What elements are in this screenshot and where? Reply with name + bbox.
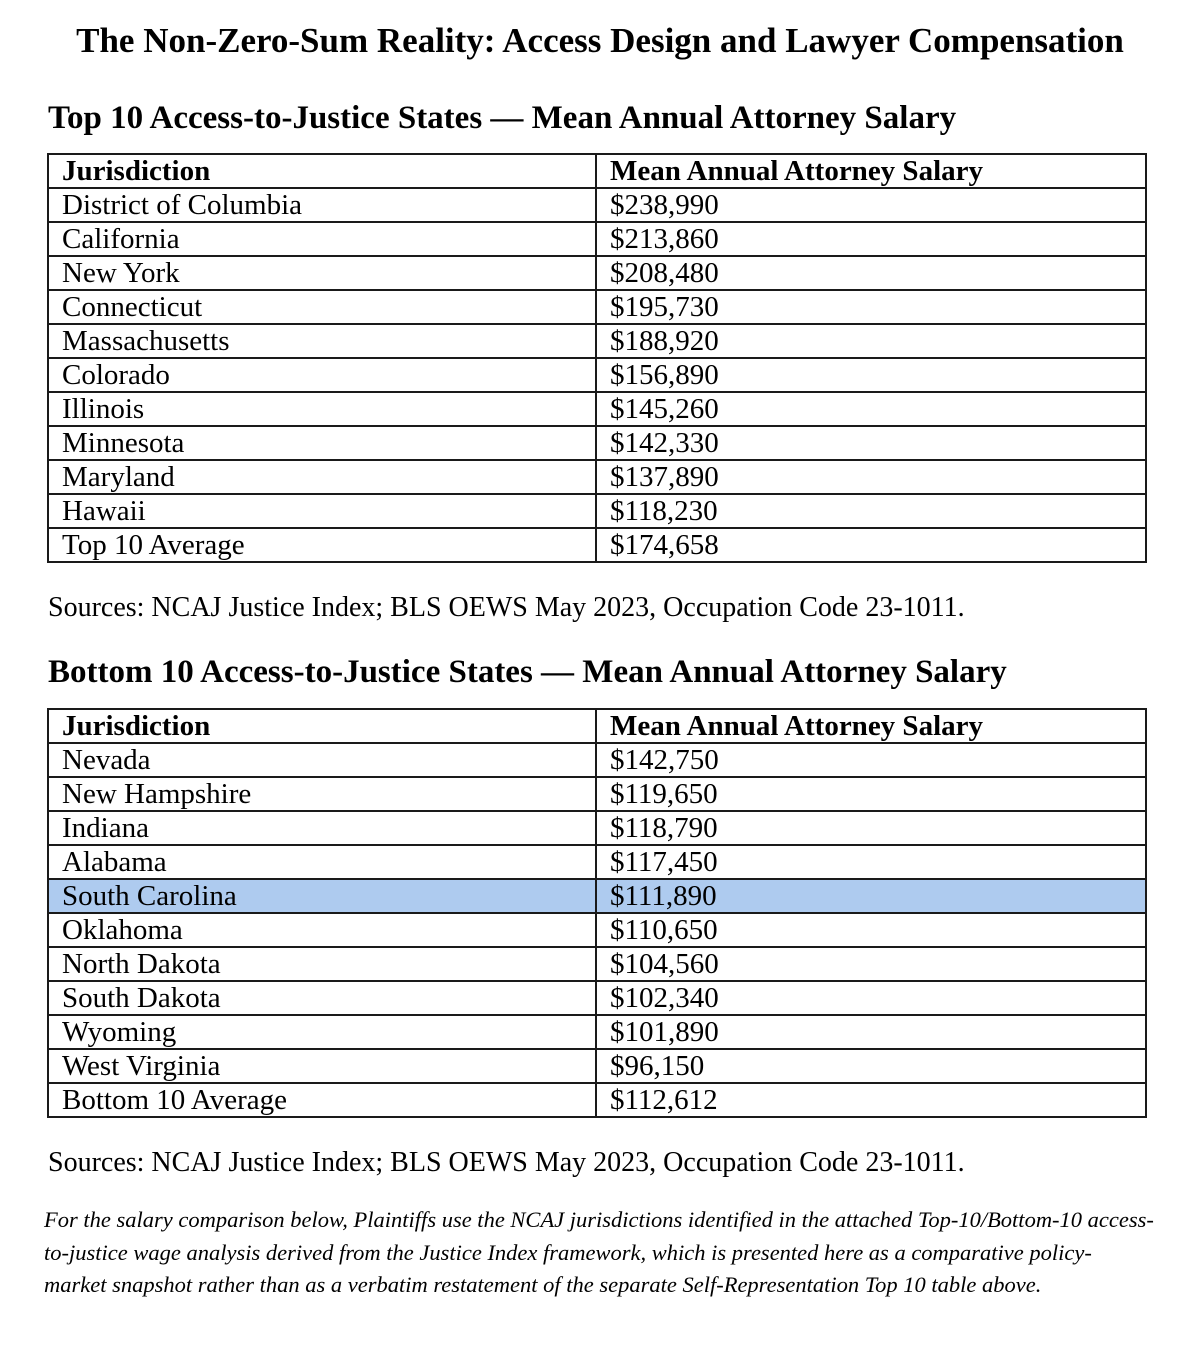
table-row xyxy=(48,811,1146,845)
jurisdiction-cell: Maryland xyxy=(48,460,596,494)
salary-cell: $102,340 xyxy=(596,981,1146,1015)
table-header-row xyxy=(48,709,1146,743)
salary-cell: $111,890 xyxy=(596,879,1146,913)
jurisdiction-cell: Wyoming xyxy=(48,1015,596,1049)
top-table-source: Sources: NCAJ Justice Index; BLS OEWS May 2023, Occupation Code 23-1011. xyxy=(48,592,965,623)
salary-cell: $142,330 xyxy=(596,426,1146,460)
bottom-salary-table xyxy=(47,708,1147,1118)
top-salary-table xyxy=(47,153,1147,563)
salary-cell: $112,612 xyxy=(596,1083,1146,1117)
table-row xyxy=(48,981,1146,1015)
salary-cell: $96,150 xyxy=(596,1049,1146,1083)
jurisdiction-cell: New York xyxy=(48,256,596,290)
top-table-heading: Top 10 Access-to-Justice States — Mean Annual Attorney Salary xyxy=(48,100,957,136)
jurisdiction-cell: Connecticut xyxy=(48,290,596,324)
table-row xyxy=(48,1049,1146,1083)
table-row xyxy=(48,188,1146,222)
jurisdiction-cell: South Carolina xyxy=(48,879,596,913)
column-header-salary: Mean Annual Attorney Salary xyxy=(596,709,1146,743)
column-header-salary: Mean Annual Attorney Salary xyxy=(596,154,1146,188)
table-row xyxy=(48,324,1146,358)
jurisdiction-cell: West Virginia xyxy=(48,1049,596,1083)
salary-cell: $137,890 xyxy=(596,460,1146,494)
jurisdiction-cell: California xyxy=(48,222,596,256)
salary-cell: $110,650 xyxy=(596,913,1146,947)
table-row xyxy=(48,222,1146,256)
jurisdiction-cell: Bottom 10 Average xyxy=(48,1083,596,1117)
average-row xyxy=(48,528,1146,562)
jurisdiction-cell: New Hampshire xyxy=(48,777,596,811)
salary-cell: $104,560 xyxy=(596,947,1146,981)
salary-cell: $118,230 xyxy=(596,494,1146,528)
table-row xyxy=(48,1015,1146,1049)
table-row xyxy=(48,426,1146,460)
average-row xyxy=(48,1083,1146,1117)
bottom-table-source: Sources: NCAJ Justice Index; BLS OEWS May 2023, Occupation Code 23-1011. xyxy=(48,1147,965,1178)
table-row xyxy=(48,460,1146,494)
table-row xyxy=(48,913,1146,947)
jurisdiction-cell: District of Columbia xyxy=(48,188,596,222)
jurisdiction-cell: Oklahoma xyxy=(48,913,596,947)
column-header-jurisdiction: Jurisdiction xyxy=(48,154,596,188)
salary-cell: $119,650 xyxy=(596,777,1146,811)
salary-cell: $188,920 xyxy=(596,324,1146,358)
jurisdiction-cell: Alabama xyxy=(48,845,596,879)
table-row xyxy=(48,494,1146,528)
table-row xyxy=(48,743,1146,777)
salary-cell: $195,730 xyxy=(596,290,1146,324)
bottom-table-heading: Bottom 10 Access-to-Justice States — Mean Annual Attorney Salary xyxy=(48,654,1007,690)
table-row xyxy=(48,845,1146,879)
salary-cell: $238,990 xyxy=(596,188,1146,222)
table-row xyxy=(48,290,1146,324)
jurisdiction-cell: Massachusetts xyxy=(48,324,596,358)
table-row xyxy=(48,947,1146,981)
salary-cell: $142,750 xyxy=(596,743,1146,777)
table-row xyxy=(48,392,1146,426)
salary-cell: $174,658 xyxy=(596,528,1146,562)
salary-cell: $208,480 xyxy=(596,256,1146,290)
footnote: For the salary comparison below, Plaintiffs use the NCAJ jurisdictions identified in the attached Top-10/Bottom-10 access-to-justice wage analysis derived from the Justice Index framework, which is presented here as a comparative policy-market snapshot rather than as a verbatim restatement of the separate Self-Representation Top 10 table above. xyxy=(44,1207,1154,1297)
salary-cell: $156,890 xyxy=(596,358,1146,392)
salary-cell: $213,860 xyxy=(596,222,1146,256)
table-header-row xyxy=(48,154,1146,188)
salary-cell: $118,790 xyxy=(596,811,1146,845)
jurisdiction-cell: North Dakota xyxy=(48,947,596,981)
jurisdiction-cell: Nevada xyxy=(48,743,596,777)
page-title: The Non-Zero-Sum Reality: Access Design and Lawyer Compensation xyxy=(76,21,1124,60)
salary-cell: $117,450 xyxy=(596,845,1146,879)
table-row xyxy=(48,256,1146,290)
salary-cell: $145,260 xyxy=(596,392,1146,426)
jurisdiction-cell: Top 10 Average xyxy=(48,528,596,562)
highlighted-table-row xyxy=(48,879,1146,913)
jurisdiction-cell: Colorado xyxy=(48,358,596,392)
jurisdiction-cell: Indiana xyxy=(48,811,596,845)
jurisdiction-cell: Illinois xyxy=(48,392,596,426)
jurisdiction-cell: Hawaii xyxy=(48,494,596,528)
table-row xyxy=(48,358,1146,392)
salary-cell: $101,890 xyxy=(596,1015,1146,1049)
column-header-jurisdiction: Jurisdiction xyxy=(48,709,596,743)
jurisdiction-cell: Minnesota xyxy=(48,426,596,460)
jurisdiction-cell: South Dakota xyxy=(48,981,596,1015)
table-row xyxy=(48,777,1146,811)
